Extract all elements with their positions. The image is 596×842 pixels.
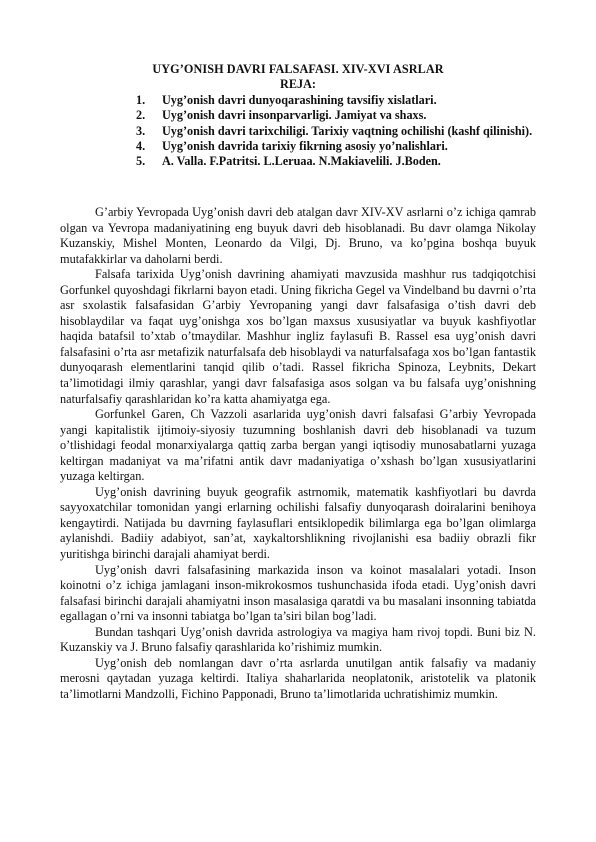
paragraph: G’arbiy Yevropada Uyg’onish davri deb atalgan davr XIV-XV asrlarni o’z ichiga qamrab olgan va Yevropa madaniyatining eng buyuk davri deb hisoblanadi. Bu davr olamga Nikolay Kuzanskiy, Mishel Monten, Leonardo da Vilgi, Dj. Bruno, va ko’pgina boshqa buyuk mutafakkirlar va daholarni berdi. (60, 205, 536, 266)
plan-item-text: Uyg’onish davri insonparvarligi. Jamiyat va shaxs. (162, 108, 427, 123)
paragraph: Uyg’onish davrining buyuk geografik astrnomik, matematik kashfiyotlari bu davrda sayyoxatchilar tomonidan yangi erlarning ochilishi falsafiy dunyoqarash doiralarini benihoya kengaytirdi. Natijada bu davrning faylasuflari entsiklopedik bilimlarga ega bo’lgan olimlarga aylanishdi. Badiiy adabiyot, san’at, xaykaltorshlikning rivojlanishi esa badiiy obrazli fikr yuritishga birinchi darajali ahamiyat berdi. (60, 484, 536, 562)
paragraph: Bundan tashqari Uyg’onish davrida astrologiya va magiya ham rivoj topdi. Buni biz N. Kuzanskiy va J. Bruno falsafiy qarashlarida ko’rishimiz mumkin. (60, 624, 536, 655)
plan-item-text: Uyg’onish davri dunyoqarashining tavsifiy xislatlari. (162, 93, 437, 107)
plan-item-number: 5. (136, 154, 146, 169)
plan-item (136, 124, 536, 139)
plan-item-text: A. Valla. F.Patritsi. L.Leruaa. N.Makiavelili. J.Boden. (162, 154, 441, 169)
plan-item (136, 139, 536, 154)
plan-item-text: Uyg’onish davrida tarixiy fikrning asosiy yo’nalishlari. (162, 138, 448, 153)
plan-list (136, 93, 536, 169)
document-title: UYG’ONISH DAVRI FALSAFASI. XIV-XVI ASRLAR (152, 62, 444, 76)
paragraph: Uyg’onish deb nomlangan davr o’rta asrlarda unutilgan antik falsafiy va madaniy merosni qaytadan yuzaga keltirdi. Italiya shaharlarida neoplatonik, aristotelik va platonik ta’limotlarni Mandzolli, Fichino Papponadi, Bruno ta’limotlarida uchratishimiz mumkin. (60, 655, 536, 701)
plan-item (136, 154, 536, 169)
plan-item (136, 93, 536, 108)
plan-heading: REJA: (280, 77, 316, 91)
paragraph: Uyg’onish davri falsafasining markazida inson va koinot masalalari yotadi. Inson koinotni o’z ichiga jamlagani inson-mikrokosmos tushunchasida ifoda etadi. Uyg’onish davri falsafasi birinchi darajali ahamiyatni inson masalasiga qaratdi va bu masalani insonning tabiatda egallagan o’rni va insonni tabiatga bo’lgan ta’siri bilan bog’ladi. (60, 562, 536, 624)
paragraph: Falsafa tarixida Uyg’onish davrining ahamiyati mavzusida mashhur rus tadqiqotchisi Gorfunkel quyoshdagi fikrlarni bayon etadi. Uning fikricha Gegel va Vindelband bu davrni o’rta asr sxolastik falsafasidan G’arbiy Yevropaning yangi davr falsafasiga o’tish davri deb hisoblaydilar va faqat uyg’onishga xos bo’lgan maxsus xususiyatlar va buyuk kashfiyotlar haqida batafsil to’xtab o’tmaydilar. Mashhur ingliz faylasufi B. Rassel esa uyg’onish davri falsafasini o’rta asr metafizik naturfalsafa deb hisoblaydi va naturfalsafaga xos bo’lgan fantastik dunyoqarash elementlarini tanqid qilib o’tadi. Rassel fikricha Spinoza, Leybnits, Dekart ta’limotidagi ilmiy qarashlar, yangi davr falsafasiga asos solgan va bu falsafa uyg’onishning naturfalsafiy qarashlaridan ko’ra katta ahamiyatga ega. (60, 267, 536, 406)
body-text (60, 205, 536, 703)
plan-item-number: 2. (136, 108, 146, 123)
plan-item-number: 4. (136, 138, 146, 153)
plan-item-text: Uyg’onish davri tarixchiligi. Tarixiy vaqtning ochilishi (kashf qilinishi). (162, 123, 533, 138)
plan-item-number: 3. (136, 123, 146, 138)
plan-item-number: 1. (136, 93, 146, 107)
plan-item (136, 108, 536, 123)
paragraph: Gorfunkel Garen, Ch Vazzoli asarlarida uyg’onish davri falsafasi G’arbiy Yevropada yangi kapitalistik ijtimoiy-siyosiy tuzumning boshlanish davri deb hisoblanadi va tuzum o’tlishidagi feodal monarxiyalarga qattiq zarba bergan yangi iqtisodiy munosabatlarni yuzaga keltirgan madaniyat va ma’rifatni antik davr madaniyatiga o’xshash bo’lgan xususiyatlarini yuzaga keltirgan. (60, 407, 536, 484)
